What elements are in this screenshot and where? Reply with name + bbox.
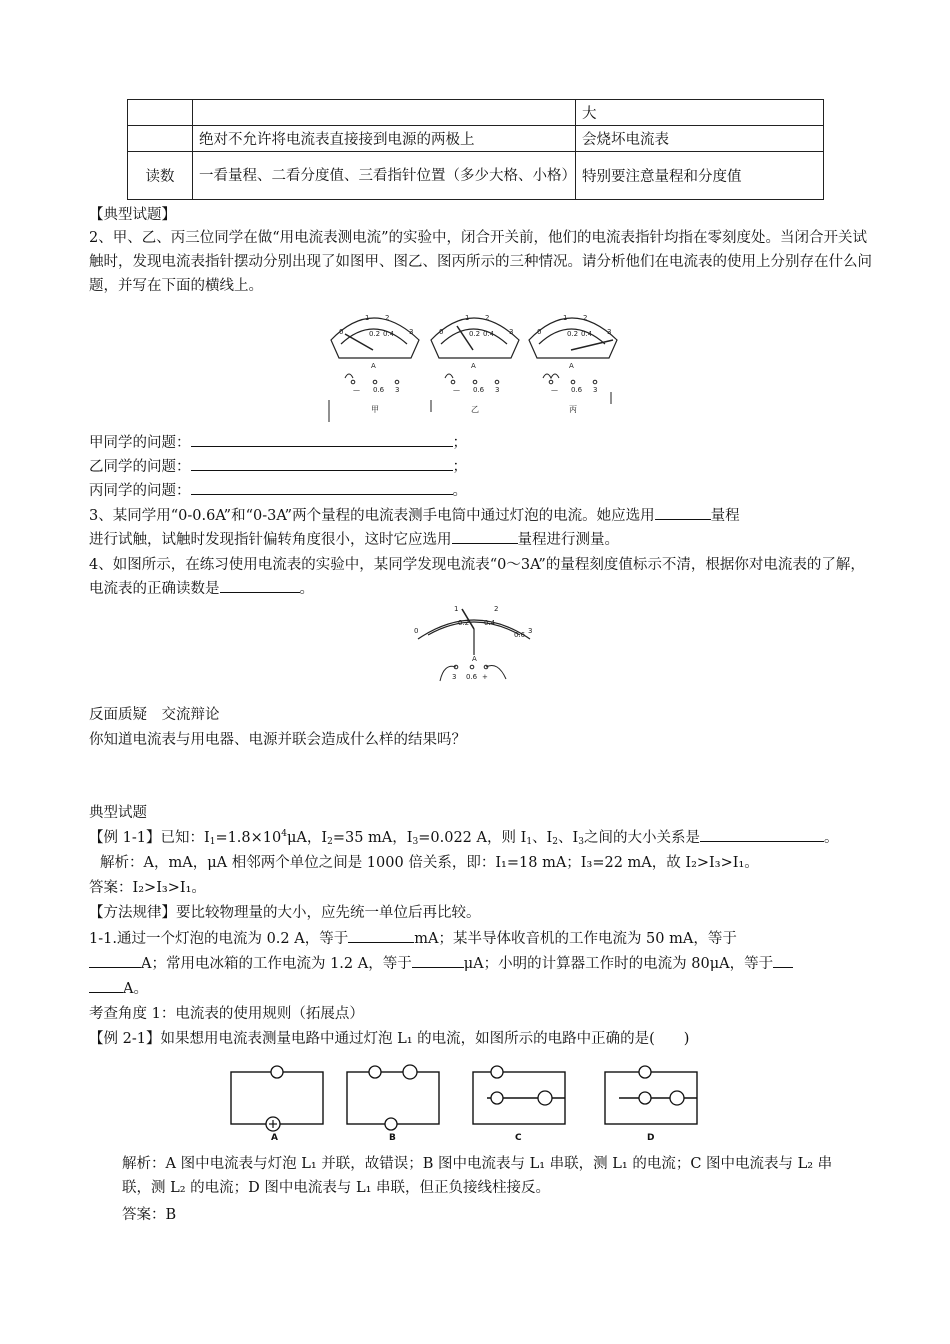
ex-text: μA，I [286,830,328,846]
answer-line-jia [89,431,467,452]
test-angle: 考查角度 1：电流表的使用规则（拓展点） [89,1006,364,1022]
circuit-diagrams [225,1050,725,1142]
lamp-icon [639,1066,651,1078]
method-rule: 【方法规律】要比较物理量的大小，应先统一单位后再比较。 [89,905,481,921]
scale-label: 3 [509,328,514,336]
ex-text: 、I [532,830,553,846]
circuit-label: A [271,1133,278,1142]
terminal-label: — [551,386,558,394]
subscript: 2 [552,837,559,847]
example-2-1-analysis: 解析：A 图中电流表与灯泡 L₁ 并联，故错误；B 图中电流表与 L₁ 串联，测 L₁ 的电流；C 图中电流表与 L₂ 串联，测 L₂ 的电流；D 图中电流表与 L₁ 串联，但正负接线柱接反。 [122,1156,833,1196]
ex-text: =35 mA，I [332,830,413,846]
answer-line-yi [89,455,467,476]
q11-text: A；常用电冰箱的工作电流为 1.2 A，等于 [141,956,412,972]
q4-text: 4、如图所示，在练习使用电流表的实验中，某同学发现电流表“0～3A”的量程刻度值标示不清，根据你对电流表的了解，电流表的正确读数是 [89,557,865,597]
punct: 。 [824,830,839,846]
scale-label: 0.4 [581,330,593,338]
scale-label: 1 [365,314,370,322]
ammeter-figure-single [410,603,540,687]
scale-label: 0.6 [514,631,526,639]
example-label: 【例 2-1】 [89,1031,161,1047]
terminal-label: — [353,386,360,394]
question-4 [89,553,879,601]
question-1-1-line1 [89,927,737,948]
answer-blank[interactable] [700,827,824,842]
answer-blank[interactable] [191,432,453,447]
punct: 。 [452,483,467,499]
terminal-label: + [482,673,488,681]
table-cell [128,126,193,152]
ammeter-jia [331,318,419,358]
answer-blank[interactable] [412,953,464,968]
q11-text: mA；某半导体收音机的工作电流为 50 mA，等于 [414,931,737,947]
table-cell: 一看量程、二看分度值、三看指针位置（多少大格、小格） [193,152,576,200]
terminal-label: 0.6 [473,386,485,394]
terminal-label: 0.6 [466,673,478,681]
scale-label: 0 [537,328,542,336]
scale-label: 1 [465,314,470,322]
circuit-label: D [647,1133,655,1142]
figure-label: 乙 [471,405,479,414]
terminal-label: 3 [452,673,457,681]
circuit-label: C [515,1133,522,1142]
question-1-1-line2 [89,952,793,973]
example-1-1-analysis: 解析：A，mA，μA 相邻两个单位之间是 1000 倍关系，即：I₁=18 mA；I₃=22 mA，故 I₂>I₃>I₁。 [100,855,759,871]
answer-blank[interactable] [348,928,414,943]
q11-text: A。 [123,981,148,997]
scale-label: 2 [583,314,588,322]
scale-label: 0 [339,328,344,336]
table-cell: 绝对不允许将电流表直接接到电源的两极上 [193,126,576,152]
meter-unit: A [371,362,376,370]
scale-label: 0 [439,328,444,336]
terminal-label: 3 [395,386,400,394]
terminal-label: 3 [495,386,500,394]
subscript: 3 [578,837,584,847]
figure-label: 丙 [569,405,577,414]
q3-text: 量程 [710,508,740,524]
scale-label: 0 [414,627,419,635]
scale-label: 0.4 [484,619,496,627]
usage-table [127,99,824,200]
punct: 。 [299,581,314,597]
question-2: 2、甲、乙、丙三位同学在做“用电流表测电流”的实验中，闭合开关前，他们的电流表指针均指在零刻度处。当闭合开关试触时，发现电流表指针摆动分别出现了如图甲、图乙、图丙所示的三种情况。请分析他们在电流表的使用上分别存在什么问题，并写在下面的横线上。 [89,230,872,294]
answer-blank[interactable] [89,953,141,968]
scale-label: 0.4 [483,330,495,338]
reflect-question: 你知道电流表与用电器、电源并联会造成什么样的结果吗？ [89,732,466,748]
question-3-line1 [89,504,740,525]
terminal-label: 0.6 [373,386,385,394]
reflect-heading: 反面质疑 交流辩论 [89,707,220,723]
lamp-icon [385,1118,397,1130]
punct: ； [452,435,467,451]
scale-label: 3 [528,627,533,635]
answer-label: 甲同学的问题： [89,435,191,451]
ammeter-yi [431,318,519,358]
ammeter-icon [403,1065,417,1079]
circuit-b-frame [347,1072,439,1124]
q3-text: 量程进行测量。 [517,532,619,548]
answer-blank[interactable] [220,578,300,593]
ex-text: 、I [558,830,579,846]
lamp-icon [271,1066,283,1078]
example-2-1 [89,1027,689,1048]
meter-unit: A [472,655,477,663]
q11-text: 1-1.通过一个灯泡的电流为 0.2 A，等于 [89,931,349,947]
scale-label: 2 [485,314,490,322]
answer-label: 乙同学的问题： [89,459,191,475]
ex-text: =0.022 A，则 I [418,830,527,846]
ammeter-figure-three [325,300,625,422]
circuit-label: B [389,1133,396,1142]
typical-heading-2: 典型试题 [89,805,147,821]
subscript: 2 [327,837,333,847]
punct: ； [452,459,467,475]
answer-label: 丙同学的问题： [89,483,191,499]
scale-label: 2 [494,605,499,613]
answer-blank[interactable] [191,480,453,495]
scale-label: 0.2 [369,330,381,338]
terminal-label: 0.6 [571,386,583,394]
ammeter-bing [529,318,617,358]
ex-text: 如果想用电流表测量电路中通过灯泡 L₁ 的电流，如图所示的电路中正确的是( ) [160,1031,690,1047]
scale-label: 3 [409,328,414,336]
q11-text: μA；小明的计算器工作时的电流为 80μA，等于 [463,956,774,972]
table-cell: 读数 [128,152,193,200]
lamp-icon [491,1066,503,1078]
ex-text: 之间的大小关系是 [584,830,700,846]
scale-label: 0.4 [383,330,395,338]
table-cell [128,100,193,126]
q3-text: 进行试触，试触时发现指针偏转角度很小，这时它应选用 [89,532,452,548]
section-heading: 【典型试题】 [89,207,176,223]
example-2-1-answer: 答案：B [122,1207,177,1223]
scale-label: 0.2 [469,330,481,338]
scale-label: 2 [385,314,390,322]
example-1-1-answer: 答案：I₂>I₃>I₁。 [89,880,206,896]
meter-unit: A [569,362,574,370]
subscript: 1 [209,837,216,847]
answer-blank[interactable] [191,456,453,471]
answer-blank[interactable] [452,529,518,544]
ex-text: =1.8×10 [215,830,282,846]
table-cell [193,100,576,126]
scale-label: 3 [607,328,612,336]
circuit-a-frame [231,1072,323,1124]
lamp-icon [491,1092,503,1104]
question-3-line2 [89,528,619,549]
answer-line-bing [89,479,467,500]
terminal-label: 3 [593,386,598,394]
ex-text: 已知：I [160,830,210,846]
lamp-icon [639,1092,651,1104]
q3-text: 3、某同学用“0-0.6A”和“0-3A”两个量程的电流表测手电筒中通过灯泡的电流。她应选用 [89,508,655,524]
figure-label: 甲 [371,405,379,414]
ammeter-icon [538,1091,552,1105]
question-1-1-line3 [89,977,148,998]
example-label: 【例 1-1】 [89,830,161,846]
terminal-label: — [453,386,460,394]
answer-blank[interactable] [89,978,123,993]
lamp-icon [369,1066,381,1078]
answer-blank[interactable] [773,953,793,968]
ammeter-icon [670,1091,684,1105]
example-1-1 [89,826,839,847]
scale-label: 1 [454,605,459,613]
scale-label: 0.2 [567,330,579,338]
table-cell: 特别要注意量程和分度值 [576,152,824,200]
table-cell: 会烧坏电流表 [576,126,824,152]
superscript: 4 [281,829,287,840]
subscript: 3 [412,837,419,847]
scale-label: 0.2 [458,619,470,627]
meter-unit: A [471,362,476,370]
subscript: 1 [526,837,533,847]
scale-label: 1 [563,314,568,322]
answer-blank[interactable] [655,505,711,520]
table-cell: 大 [576,100,824,126]
